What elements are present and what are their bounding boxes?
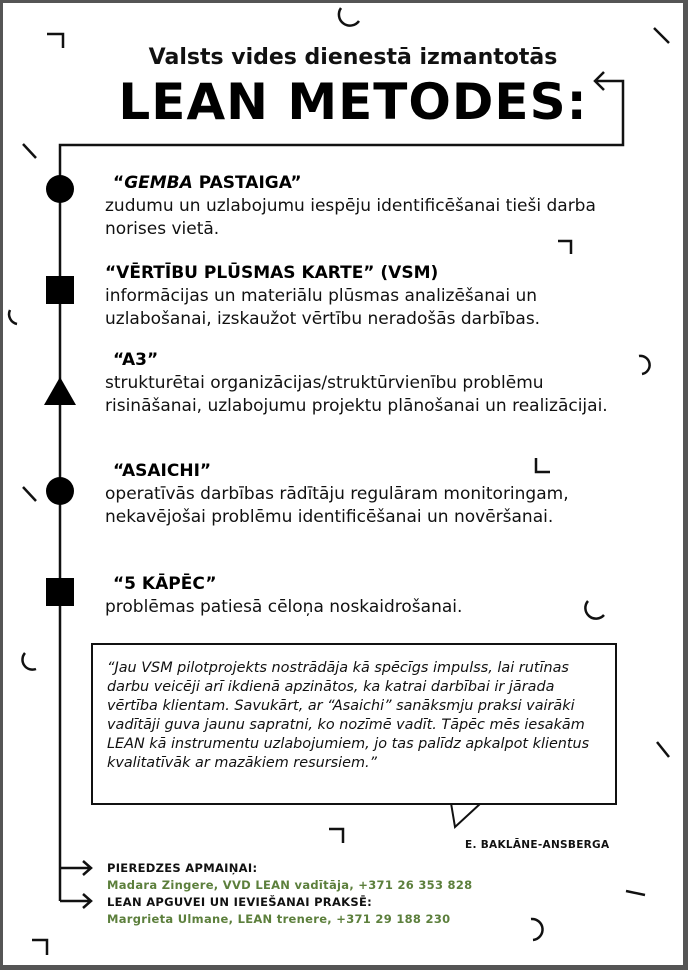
method-name-italic: GEMBA bbox=[124, 173, 193, 193]
method-name-rest: PASTAIGA” bbox=[192, 173, 302, 193]
quote-text: “Jau VSM pilotprojekts nostrādāja kā spēcīgs impulss, lai rutīnas darbu veicēji arī ikdienā apzinātos, ka katrai darbībai ir jārada vērtība klientam. Savukārt, ar “Asaichi” sanāksmju praksi vairāki vadītāji guva jaunu sapratni, ko nozīmē vadīt. Tāpēc mēs iesakām LEAN kā instrumentu uzlabojumiem, jo tas palīdz apkalpot klientus kvalitatīvāk ar mazākiem resursiem.” bbox=[107, 660, 590, 771]
method-a3 bbox=[105, 349, 645, 418]
contact-value-experience: Madara Zingere, VVD LEAN vadītāja, +371 26 353 828 bbox=[107, 878, 473, 892]
method-vsm bbox=[105, 262, 645, 331]
poster-page bbox=[3, 3, 683, 965]
method-description: operatīvās darbības rādītāju regulāram monitoringam, nekavējošai problēmu identificēšanai un novēršanai. bbox=[105, 484, 569, 527]
method-name: “ASAICHI” bbox=[113, 461, 212, 481]
method-description: problēmas patiesā cēloņa noskaidrošanai. bbox=[105, 597, 463, 617]
page-subtitle: Valsts vides dienestā izmantotās bbox=[148, 45, 558, 70]
quote-box bbox=[91, 643, 617, 805]
method-name: “5 KĀPĒC” bbox=[113, 574, 217, 594]
square-marker-5kapec bbox=[46, 578, 74, 606]
method-5kapec bbox=[105, 573, 645, 619]
speech-bubble-tail bbox=[451, 803, 481, 827]
page-title: LEAN METODES: bbox=[118, 73, 588, 131]
method-name: “A3” bbox=[113, 350, 159, 370]
circle-marker-gemba bbox=[46, 175, 74, 203]
square-marker-vsm bbox=[46, 276, 74, 304]
contact-label-training: LEAN APGUVEI UN IEVIEŠANAI PRAKSĒ: bbox=[107, 895, 373, 909]
method-name bbox=[105, 172, 645, 194]
method-name-quote: “ bbox=[113, 173, 125, 193]
triangle-marker-a3 bbox=[44, 377, 76, 405]
method-gemba bbox=[105, 172, 645, 241]
quote-author: E. BAKLĀNE-ANSBERGA bbox=[465, 839, 610, 851]
contact-arrow-2 bbox=[60, 894, 91, 908]
method-name: “VĒRTĪBU PLŪSMAS KARTE” (VSM) bbox=[105, 263, 439, 283]
contact-arrow-1 bbox=[60, 861, 91, 875]
method-description: informācijas un materiālu plūsmas analizēšanai un uzlabošanai, izskaužot vērtību neradošās darbības. bbox=[105, 286, 541, 329]
method-asaichi bbox=[105, 460, 645, 529]
circle-marker-asaichi bbox=[46, 477, 74, 505]
contact-label-experience: PIEREDZES APMAIŅAI: bbox=[107, 861, 258, 875]
contact-value-training: Margrieta Ulmane, LEAN trenere, +371 29 188 230 bbox=[107, 912, 451, 926]
method-description: strukturētai organizācijas/struktūrvienību problēmu risināšanai, uzlabojumu projektu plānošanai un realizācijai. bbox=[105, 373, 608, 416]
method-description: zudumu un uzlabojumu iespēju identificēšanai tieši darba norises vietā. bbox=[105, 196, 596, 239]
